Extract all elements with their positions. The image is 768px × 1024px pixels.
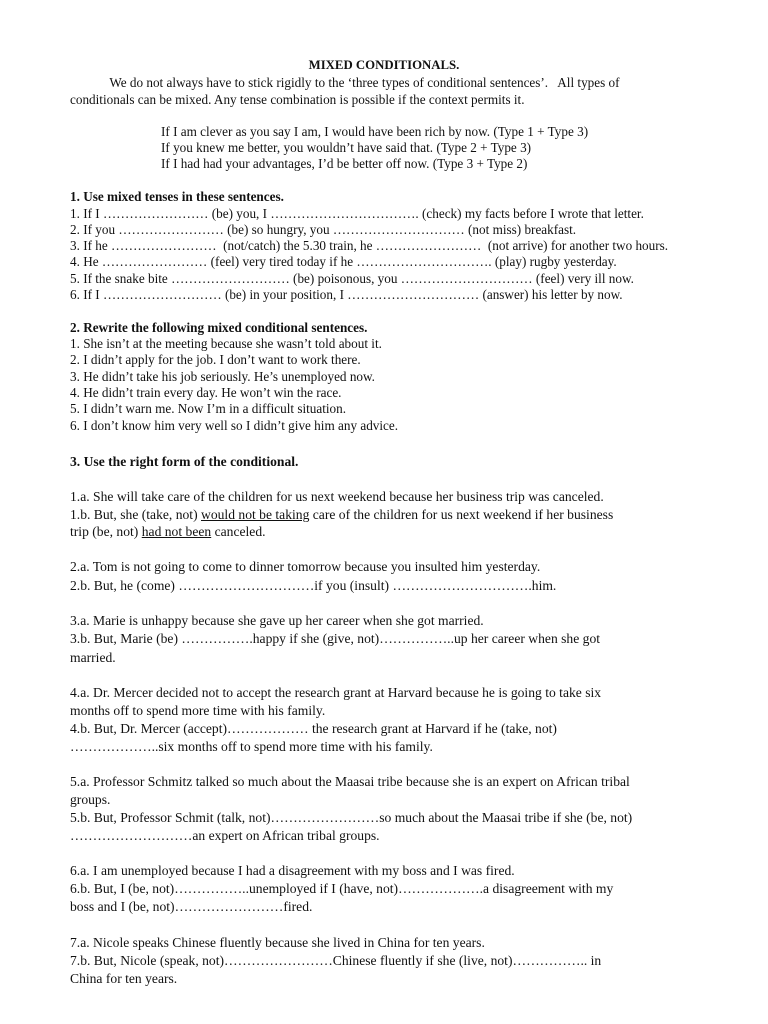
example-sentence: If I am clever as you say I am, I would have been rich by now. (Type 1 + Type 3) [161, 124, 589, 139]
exercise-item: 6. I don’t know him very well so I didn’t give him any advice. [70, 418, 399, 433]
question-7b-cont: China for ten years. [70, 971, 178, 986]
example-sentence: If I had had your advantages, I’d be better off now. (Type 3 + Type 2) [161, 156, 528, 171]
question-2b: 2.b. But, he (come) …………………………if you (insult) ………………………….him. [70, 578, 557, 593]
question-4a: 4.a. Dr. Mercer decided not to accept the research grant at Harvard because he is going to take six [70, 685, 602, 700]
question-7b: 7.b. But, Nicole (speak, not)……………………Chinese fluently if she (live, not)…………….. in [70, 953, 602, 968]
example-sentence: If you knew me better, you wouldn’t have said that. (Type 2 + Type 3) [161, 140, 532, 155]
worksheet-title: MIXED CONDITIONALS. [308, 58, 460, 72]
intro-line-2: conditionals can be mixed. Any tense combination is possible if the context permits it. [70, 92, 525, 107]
exercise-item: 5. I didn’t warn me. Now I’m in a difficult situation. [70, 401, 347, 416]
answer-underlined: would not be taking [201, 507, 310, 522]
question-6b: 6.b. But, I (be, not)……………..unemployed if I (have, not)……………….a disagreement with my [70, 881, 614, 896]
question-5a-cont: groups. [70, 792, 111, 807]
exercise-item: 5. If the snake bite ……………………… (be) poisonous, you ………………………… (feel) very ill now. [70, 271, 634, 286]
question-4b-cont: ………………..six months off to spend more time with his family. [70, 739, 433, 754]
question-5a: 5.a. Professor Schmitz talked so much about the Maasai tribe because she is an expert on African tribal [70, 774, 630, 789]
question-3b: 3.b. But, Marie (be) …………….happy if she (give, not)……………..up her career when she got [70, 631, 601, 646]
exercise-item: 2. If you …………………… (be) so hungry, you ………………………… (not miss) breakfast. [70, 222, 577, 237]
exercise-item: 1. If I …………………… (be) you, I ……………………………. (check) my facts before I wrote that letter. [70, 206, 644, 221]
question-5b: 5.b. But, Professor Schmit (talk, not)……………………so much about the Maasai tribe if she (be, not) [70, 810, 633, 825]
question-6b-cont: boss and I (be, not)……………………fired. [70, 899, 313, 914]
exercise-item: 6. If I ……………………… (be) in your position, I ………………………… (answer) his letter by now. [70, 287, 623, 302]
exercise-item: 3. If he …………………… (not/catch) the 5.30 train, he …………………… (not arrive) for another two hours. [70, 238, 669, 253]
exercise-item: 4. He …………………… (feel) very tired today if he …………………………. (play) rugby yesterday. [70, 254, 617, 269]
question-2a: 2.a. Tom is not going to come to dinner tomorrow because you insulted him yesterday. [70, 559, 541, 574]
exercise-item: 2. I didn’t apply for the job. I don’t want to work there. [70, 352, 361, 367]
question-4a-cont: months off to spend more time with his family. [70, 703, 326, 718]
question-5b-cont: ………………………an expert on African tribal groups. [70, 828, 380, 843]
section-2-heading: 2. Rewrite the following mixed conditional sentences. [70, 320, 368, 335]
question-4b: 4.b. But, Dr. Mercer (accept)……………… the research grant at Harvard if he (take, not) [70, 721, 557, 736]
exercise-item: 3. He didn’t take his job seriously. He’s unemployed now. [70, 369, 375, 384]
question-3a: 3.a. Marie is unhappy because she gave up her career when she got married. [70, 613, 484, 628]
exercise-item: 4. He didn’t train every day. He won’t win the race. [70, 385, 342, 400]
question-1b-cont: trip (be, not) had not been canceled. [70, 524, 266, 539]
question-1a: 1.a. She will take care of the children for us next weekend because her business trip was canceled. [70, 489, 604, 504]
intro-line-1: We do not always have to stick rigidly to the ‘three types of conditional sentences’. All types of [70, 75, 620, 90]
exercise-item: 1. She isn’t at the meeting because she wasn’t told about it. [70, 336, 382, 351]
section-1-heading: 1. Use mixed tenses in these sentences. [70, 189, 284, 204]
section-3-heading: 3. Use the right form of the conditional. [70, 454, 299, 469]
question-6a: 6.a. I am unemployed because I had a disagreement with my boss and I was fired. [70, 863, 515, 878]
question-3b-cont: married. [70, 650, 116, 665]
answer-underlined: had not been [141, 524, 212, 539]
question-7a: 7.a. Nicole speaks Chinese fluently because she lived in China for ten years. [70, 935, 485, 950]
question-1b: 1.b. But, she (take, not) would not be taking care of the children for us next weekend if her business [70, 507, 614, 522]
